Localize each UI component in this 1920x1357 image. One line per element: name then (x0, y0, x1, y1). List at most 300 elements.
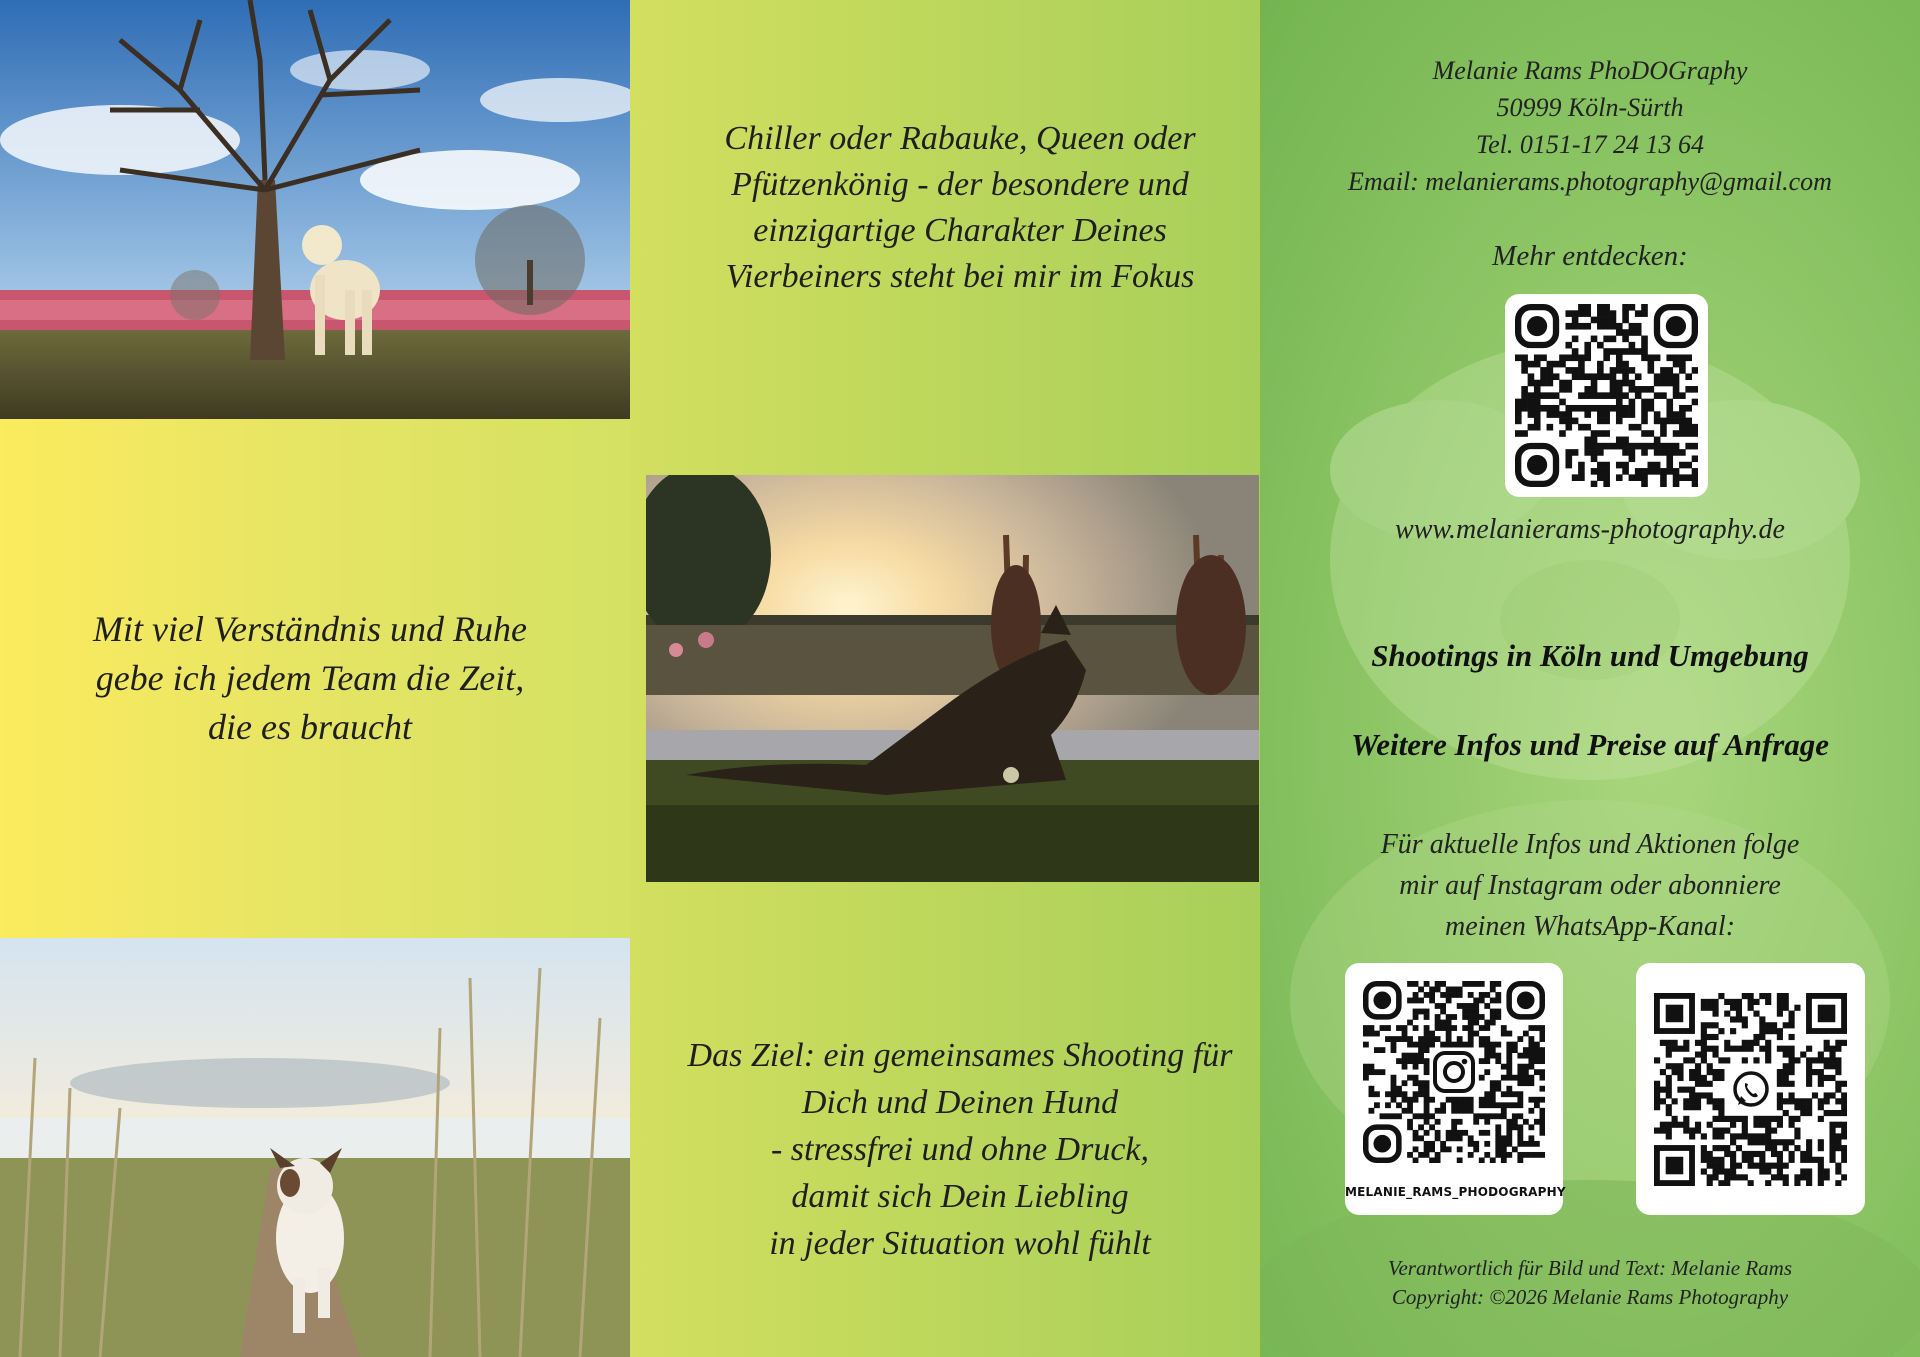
qr-module (1835, 1040, 1841, 1046)
qr-module (1660, 1069, 1666, 1075)
qr-module (1479, 992, 1485, 998)
qr-module (1391, 1113, 1397, 1119)
qr-module (1718, 1057, 1724, 1063)
qr-module (1553, 373, 1560, 380)
qr-module (1666, 449, 1673, 456)
qr-module (1654, 1098, 1660, 1104)
qr-module (1783, 1163, 1789, 1169)
qr-module (1457, 1003, 1463, 1009)
qr-module (1748, 1151, 1754, 1157)
qr-module (1835, 1081, 1841, 1087)
qr-module (1841, 1040, 1847, 1046)
qr-module (1506, 1102, 1512, 1108)
qr-module (1835, 1168, 1841, 1174)
qr-module (1534, 411, 1541, 418)
qr-module (1603, 481, 1610, 487)
qr-module (1648, 399, 1655, 406)
qr-module (1534, 392, 1541, 399)
qr-module (1683, 1087, 1689, 1093)
qr-module (1818, 1104, 1824, 1110)
qr-module (1818, 1051, 1824, 1057)
qr-module (1418, 987, 1424, 993)
qr-module (1765, 1040, 1771, 1046)
qr-module (1528, 1058, 1534, 1064)
qr-module (1742, 1151, 1748, 1157)
qr-module (1490, 1086, 1496, 1092)
qr-module (1673, 411, 1680, 418)
qr-module (1391, 1091, 1397, 1097)
qr-module (1515, 405, 1522, 412)
qr-module (1789, 1051, 1795, 1057)
qr-module (1506, 1086, 1512, 1092)
qr-module (1515, 354, 1522, 361)
qr-module (1468, 1135, 1474, 1141)
qr-module (1484, 1036, 1490, 1042)
qr-module (1724, 1145, 1730, 1151)
qr-module (1712, 1051, 1718, 1057)
qr-module (1806, 1075, 1812, 1081)
qr-module (1742, 1174, 1748, 1180)
qr-module (1528, 405, 1535, 412)
qr-module (1440, 1020, 1446, 1026)
qr-module (1701, 1092, 1707, 1098)
qr-module (1528, 1108, 1534, 1114)
qr-module (1578, 323, 1585, 330)
qr-module (1641, 443, 1648, 450)
qr-module (1806, 1098, 1812, 1104)
qr-module (1597, 474, 1604, 481)
qr-module (1418, 1152, 1424, 1158)
qr-module (1635, 329, 1642, 336)
qr-module (1712, 1133, 1718, 1139)
qr-module (1512, 1146, 1518, 1152)
qr-module (1517, 1102, 1523, 1108)
qr-module (1654, 443, 1661, 450)
qr-module (1835, 1069, 1841, 1075)
qr-module (1501, 1113, 1507, 1119)
qr-module (1777, 1075, 1783, 1081)
qr-module (1407, 1075, 1413, 1081)
qr-module (1765, 1133, 1771, 1139)
qr-module (1610, 380, 1617, 387)
qr-module (1724, 1057, 1730, 1063)
qr-module (1673, 392, 1680, 399)
qr-module (1777, 1157, 1783, 1163)
qr-module (1413, 1097, 1419, 1103)
qr-module (1521, 367, 1528, 374)
qr-module (1701, 1046, 1707, 1052)
qr-module (1724, 1128, 1730, 1134)
qr-module (1683, 1046, 1689, 1052)
qr-module (1473, 1119, 1479, 1125)
qr-module (1435, 987, 1441, 993)
qr-module (1701, 1022, 1707, 1028)
qr-module (1578, 424, 1585, 431)
qr-module (1616, 399, 1623, 406)
qr-module (1597, 411, 1604, 418)
qr-module (1689, 1057, 1695, 1063)
qr-module (1794, 1005, 1800, 1011)
qr-module (1495, 1009, 1501, 1015)
qr-module (1528, 392, 1535, 399)
qr-module (1629, 367, 1636, 374)
qr-finder-inner (1527, 316, 1547, 336)
qr-module (1446, 1031, 1452, 1037)
qr-module (1565, 386, 1572, 393)
qr-module (1616, 329, 1623, 336)
qr-module (1730, 1157, 1736, 1163)
qr-module (1695, 1040, 1701, 1046)
instagram-qr-code[interactable] (1345, 963, 1566, 1215)
qr-module (1597, 418, 1604, 425)
qr-module (1402, 1031, 1408, 1037)
qr-module (1666, 1075, 1672, 1081)
qr-module (1429, 992, 1435, 998)
qr-module (1679, 411, 1686, 418)
qr-module (1484, 1091, 1490, 1097)
qr-module (1468, 1031, 1474, 1037)
qr-module (1818, 1116, 1824, 1122)
qr-module (1407, 1097, 1413, 1103)
text-line: die es braucht (208, 707, 412, 747)
qr-module (1635, 424, 1642, 431)
qr-module (1765, 1128, 1771, 1134)
text-line: Mit viel Verständnis und Ruhe (93, 609, 527, 649)
qr-module (1407, 1020, 1413, 1026)
qr-module (1584, 310, 1591, 317)
qr-module (1547, 411, 1554, 418)
qr-module (1835, 1046, 1841, 1052)
qr-module (1603, 405, 1610, 412)
qr-module (1685, 373, 1692, 380)
qr-module (1534, 361, 1541, 368)
qr-module (1407, 981, 1413, 987)
qr-module (1648, 367, 1655, 374)
qr-module (1424, 1108, 1430, 1114)
qr-module (1413, 1091, 1419, 1097)
qr-module (1528, 1047, 1534, 1053)
qr-module (1753, 1163, 1759, 1169)
qr-module (1528, 1025, 1534, 1031)
qr-module (1534, 399, 1541, 406)
qr-module (1517, 1141, 1523, 1147)
qr-module (1701, 1005, 1707, 1011)
qr-module (1701, 1057, 1707, 1063)
qr-module (1424, 1031, 1430, 1037)
qr-module (1413, 992, 1419, 998)
qr-module (1490, 1091, 1496, 1097)
qr-module (1559, 411, 1566, 418)
qr-module (1616, 474, 1623, 481)
qr-module (1402, 1064, 1408, 1070)
qr-module (1512, 1102, 1518, 1108)
qr-module (1753, 1040, 1759, 1046)
qr-module (1771, 1145, 1777, 1151)
qr-module (1841, 1110, 1847, 1116)
qr-module (1616, 386, 1623, 393)
qr-module (1603, 430, 1610, 437)
qr-module (1506, 1047, 1512, 1053)
qr-module (1534, 386, 1541, 393)
qr-module (1473, 1113, 1479, 1119)
qr-module (1616, 348, 1623, 355)
qr-module (1629, 411, 1636, 418)
qr-module (1457, 1146, 1463, 1152)
qr-module (1402, 1097, 1408, 1103)
qr-module (1736, 1174, 1742, 1180)
qr-module (1584, 354, 1591, 361)
website-link[interactable]: www.melanierams-photography.de (1395, 514, 1785, 545)
qr-module (1818, 1180, 1824, 1186)
qr-module (1783, 1098, 1789, 1104)
qr-module (1501, 1135, 1507, 1141)
qr-module (1673, 449, 1680, 456)
qr-module (1584, 392, 1591, 399)
qr-module (1418, 1080, 1424, 1086)
qr-module (1800, 1151, 1806, 1157)
qr-module (1369, 1091, 1375, 1097)
qr-module (1553, 411, 1560, 418)
qr-module (1712, 1174, 1718, 1180)
qr-module (1622, 310, 1629, 317)
qr-module (1654, 354, 1661, 361)
qr-module (1385, 1113, 1391, 1119)
qr-module (1641, 348, 1648, 355)
qr-module (1501, 1025, 1507, 1031)
qr-module (1451, 1108, 1457, 1114)
qr-module (1789, 1157, 1795, 1163)
qr-module (1666, 1063, 1672, 1069)
qr-module (1473, 981, 1479, 987)
qr-module (1479, 1157, 1485, 1163)
qr-module (1718, 1133, 1724, 1139)
qr-module (1759, 1151, 1765, 1157)
qr-module (1457, 1102, 1463, 1108)
qr-module (1666, 1051, 1672, 1057)
qr-module (1730, 1028, 1736, 1034)
qr-module (1777, 1081, 1783, 1087)
qr-module (1829, 1157, 1835, 1163)
qr-module (1629, 455, 1636, 462)
qr-module (1616, 361, 1623, 368)
qr-module (1794, 1174, 1800, 1180)
qr-module (1771, 1116, 1777, 1122)
qr-module (1603, 468, 1610, 475)
qr-module (1742, 1016, 1748, 1022)
qr-module (1523, 1141, 1529, 1147)
qr-module (1765, 1046, 1771, 1052)
qr-module (1380, 1025, 1386, 1031)
qr-module (1641, 430, 1648, 437)
qr-module (1506, 1042, 1512, 1048)
qr-module (1730, 1016, 1736, 1022)
qr-module (1641, 399, 1648, 406)
qr-module (1495, 1141, 1501, 1147)
qr-module (1666, 367, 1673, 374)
copyright-line: Copyright: ©2026 Melanie Rams Photography (1391, 1285, 1789, 1309)
website-qr-code[interactable] (1505, 294, 1708, 497)
qr-module (1451, 1025, 1457, 1031)
qr-module (1835, 1087, 1841, 1093)
qr-module (1534, 1152, 1540, 1158)
qr-module (1610, 336, 1617, 343)
shootings-heading: Shootings in Köln und Umgebung (1371, 638, 1809, 673)
qr-module (1479, 1058, 1485, 1064)
qr-module (1418, 1047, 1424, 1053)
qr-module (1794, 1098, 1800, 1104)
qr-module (1829, 1133, 1835, 1139)
qr-module (1679, 462, 1686, 469)
qr-module (1718, 1069, 1724, 1075)
qr-module (1748, 1046, 1754, 1052)
qr-module (1413, 1058, 1419, 1064)
qr-module (1396, 1025, 1402, 1031)
qr-module (1490, 1014, 1496, 1020)
qr-module (1753, 1122, 1759, 1128)
qr-module (1712, 1022, 1718, 1028)
address: 50999 Köln-Sürth (1496, 93, 1684, 122)
qr-module (1629, 329, 1636, 336)
qr-module (1777, 1034, 1783, 1040)
qr-module (1783, 1063, 1789, 1069)
qr-module (1666, 443, 1673, 450)
qr-module (1783, 1075, 1789, 1081)
qr-module (1559, 361, 1566, 368)
qr-module (1679, 418, 1686, 425)
qr-module (1771, 1022, 1777, 1028)
qr-module (1707, 999, 1713, 1005)
qr-module (1707, 1005, 1713, 1011)
qr-module (1457, 1130, 1463, 1136)
qr-module (1622, 468, 1629, 475)
qr-module (1578, 354, 1585, 361)
qr-module (1824, 1040, 1830, 1046)
qr-module (1794, 1057, 1800, 1063)
qr-module (1462, 1130, 1468, 1136)
qr-module (1528, 399, 1535, 406)
qr-module (1789, 1098, 1795, 1104)
qr-module (1457, 1036, 1463, 1042)
qr-module (1539, 1086, 1545, 1092)
qr-module (1742, 1057, 1748, 1063)
qr-module (1765, 1051, 1771, 1057)
qr-module (1539, 1119, 1545, 1125)
qr-module (1689, 1069, 1695, 1075)
qr-module (1789, 1011, 1795, 1017)
qr-module (1495, 1135, 1501, 1141)
qr-module (1707, 1098, 1713, 1104)
qr-module (1572, 336, 1579, 343)
qr-module (1701, 1151, 1707, 1157)
qr-module (1584, 304, 1591, 311)
qr-module (1534, 354, 1541, 361)
qr-module (1689, 1104, 1695, 1110)
qr-module (1374, 1069, 1380, 1075)
qr-module (1413, 1146, 1419, 1152)
qr-module (1660, 367, 1667, 374)
qr-module (1672, 1122, 1678, 1128)
qr-module (1578, 367, 1585, 374)
qr-module (1701, 1133, 1707, 1139)
contact-block (1260, 52, 1920, 200)
qr-module (1457, 1108, 1463, 1114)
qr-module (1539, 1075, 1545, 1081)
qr-module (1794, 1116, 1800, 1122)
qr-module (1777, 1139, 1783, 1145)
qr-module (1521, 405, 1528, 412)
qr-module (1495, 1058, 1501, 1064)
qr-module (1457, 987, 1463, 993)
qr-module (1692, 455, 1698, 462)
whatsapp-qr-code[interactable] (1636, 963, 1865, 1215)
qr-module (1501, 1031, 1507, 1037)
qr-module (1610, 386, 1617, 393)
qr-module (1800, 1157, 1806, 1163)
text-line: in jeder Situation wohl fühlt (769, 1225, 1151, 1262)
qr-module (1418, 1036, 1424, 1042)
qr-module (1718, 1116, 1724, 1122)
qr-module (1451, 987, 1457, 993)
qr-module (1547, 405, 1554, 412)
qr-module (1685, 430, 1692, 437)
qr-module (1429, 1031, 1435, 1037)
qr-module (1468, 992, 1474, 998)
qr-module (1501, 1108, 1507, 1114)
qr-module (1523, 1069, 1529, 1075)
qr-module (1517, 1130, 1523, 1136)
qr-module (1622, 462, 1629, 469)
qr-module (1783, 999, 1789, 1005)
qr-module (1759, 1046, 1765, 1052)
text-line: damit sich Dein Liebling (791, 1178, 1129, 1215)
qr-module (1584, 443, 1591, 450)
qr-module (1622, 411, 1629, 418)
qr-module (1396, 1086, 1402, 1092)
qr-module (1517, 1124, 1523, 1130)
qr-module (1396, 1036, 1402, 1042)
qr-module (1692, 386, 1698, 393)
qr-module (1742, 1122, 1748, 1128)
qr-module (1440, 1102, 1446, 1108)
qr-module (1479, 1036, 1485, 1042)
qr-module (1597, 373, 1604, 380)
qr-module (1748, 1139, 1754, 1145)
qr-module (1407, 998, 1413, 1004)
qr-module (1578, 361, 1585, 368)
qr-module (1603, 443, 1610, 450)
qr-module (1446, 992, 1452, 998)
qr-module (1701, 1157, 1707, 1163)
qr-module (1712, 1157, 1718, 1163)
qr-module (1539, 1053, 1545, 1059)
qr-module (1783, 1046, 1789, 1052)
text-line: Für aktuelle Infos und Aktionen folge (1380, 829, 1800, 860)
qr-module (1736, 1133, 1742, 1139)
qr-module (1641, 405, 1648, 412)
qr-module (1629, 399, 1636, 406)
qr-module (1597, 468, 1604, 475)
qr-module (1829, 1145, 1835, 1151)
qr-module (1622, 380, 1629, 387)
qr-module (1835, 1122, 1841, 1128)
qr-module (1683, 1098, 1689, 1104)
qr-module (1547, 392, 1554, 399)
qr-module (1677, 1069, 1683, 1075)
qr-module (1724, 1116, 1730, 1122)
qr-module (1679, 474, 1686, 481)
qr-module (1829, 1139, 1835, 1145)
qr-module (1391, 1047, 1397, 1053)
